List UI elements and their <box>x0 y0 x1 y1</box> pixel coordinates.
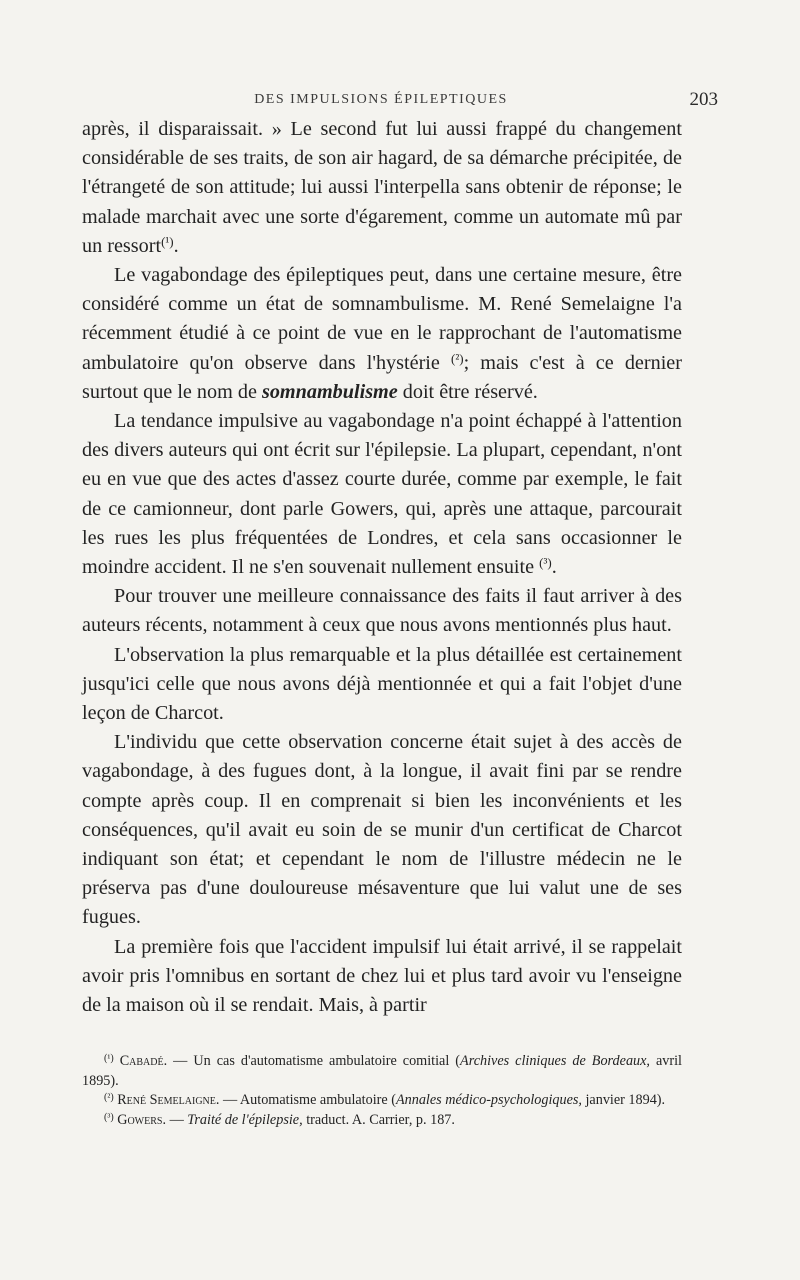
footnote-source: Annales médico-psychologiques, <box>395 1092 582 1108</box>
footnote-author: René Semelaigne <box>117 1092 216 1108</box>
paragraph-2: Le vagabondage des épileptiques peut, dans une certaine mesure, être considéré comme un état de somnambulisme. M. René Semelaigne l'a récemment étudié à ce point de vue en le rapprochant de l'automatisme ambulatoire qu'on observe dans l'hystérie $^{(^2)}$; mais c'est à ce dernier surtout que le nom de somnambulisme doit être réservé. <box>82 264 682 403</box>
paragraph-4: Pour trouver une meilleure connaissance des faits il faut arriver à des auteurs récents, notamment à ceux que nous avons mentionnés plus haut. <box>82 585 682 637</box>
footnote-source: Traité de l'épilepsie, <box>187 1111 303 1128</box>
emphasized-term: somnambulisme <box>261 380 398 403</box>
footnote-author: Cabadé <box>119 1053 164 1069</box>
footnote-3: $^{(^3)}$ Gowers. — Traité de l'épilepsie, traduct. A. Carrier, p. 187. <box>104 1111 455 1128</box>
footnote-author: Gowers <box>117 1111 163 1128</box>
footnote-1: $^{(^1)}$ Cabadé. — Un cas d'automatisme ambulatoire comitial (Archives cliniques de Bordeaux, avril 1895). <box>82 1053 682 1089</box>
footnote-source: Archives cliniques de Bordeaux, <box>460 1053 650 1069</box>
page-number: 203 <box>689 89 718 110</box>
body-text <box>82 115 682 1020</box>
paragraph-7: La première fois que l'accident impulsif lui était arrivé, il se rappelait avoir pris l'omnibus en sortant de chez lui et plus tard avoir vu l'enseigne de la maison où il se rendait. Mais, à partir <box>82 935 682 1017</box>
page-header <box>82 89 718 114</box>
footnote-ref-1: (¹) <box>161 233 174 249</box>
paragraph-3: La tendance impulsive au vagabondage n'a point échappé à l'attention des divers auteurs qui ont écrit sur l'épilepsie. La plupart, cependant, n'ont eu en vue que des actes d'assez courte durée, comme par exemple, le fait de ce camionneur, dont parle Gowers, qui, après une attaque, parcourait les rues les plus fréquentées de Londres, et cela sans occasionner le moindre accident. Il ne s'en souvenait nullement ensuite $^{(^3)}$. <box>82 410 682 579</box>
footnotes <box>82 1052 682 1130</box>
footnote-2: $^{(^2)}$ René Semelaigne. — Automatisme ambulatoire (Annales médico-psychologiques, janvier 1894). <box>104 1092 666 1108</box>
footnote-ref-3: (³) <box>539 555 552 571</box>
paragraph-6: L'individu que cette observation concerne était sujet à des accès de vagabondage, à des fugues dont, à la longue, il avait fini par se rendre compte après coup. Il en comprenait si bien les inconvénients et les conséquences, qu'il avait eu soin de se munir d'un certificat de Charcot indiquant son état; et cependant le nom de l'illustre médecin ne le préserva pas d'une douloureuse mésaventure que lui valut une de ses fugues. <box>82 731 682 929</box>
footnote-ref-2: (²) <box>451 350 464 366</box>
paragraph-5: L'observation la plus remarquable et la plus détaillée est certainement jusqu'ici celle que nous avons déjà mentionnée et qui a fait l'objet d'une leçon de Charcot. <box>82 643 682 725</box>
running-head: DES IMPULSIONS ÉPILEPTIQUES <box>254 92 508 107</box>
paragraph-1: après, il disparaissait. » Le second fut lui aussi frappé du changement considérable de ses traits, de son air hagard, de sa démarche précipitée, de l'étrangeté de son attitude; lui aussi l'interpella sans obtenir de réponse; le malade marchait avec une sorte d'égarement, comme un automate mû par un ressort$^{(^1)}$. <box>82 118 682 257</box>
